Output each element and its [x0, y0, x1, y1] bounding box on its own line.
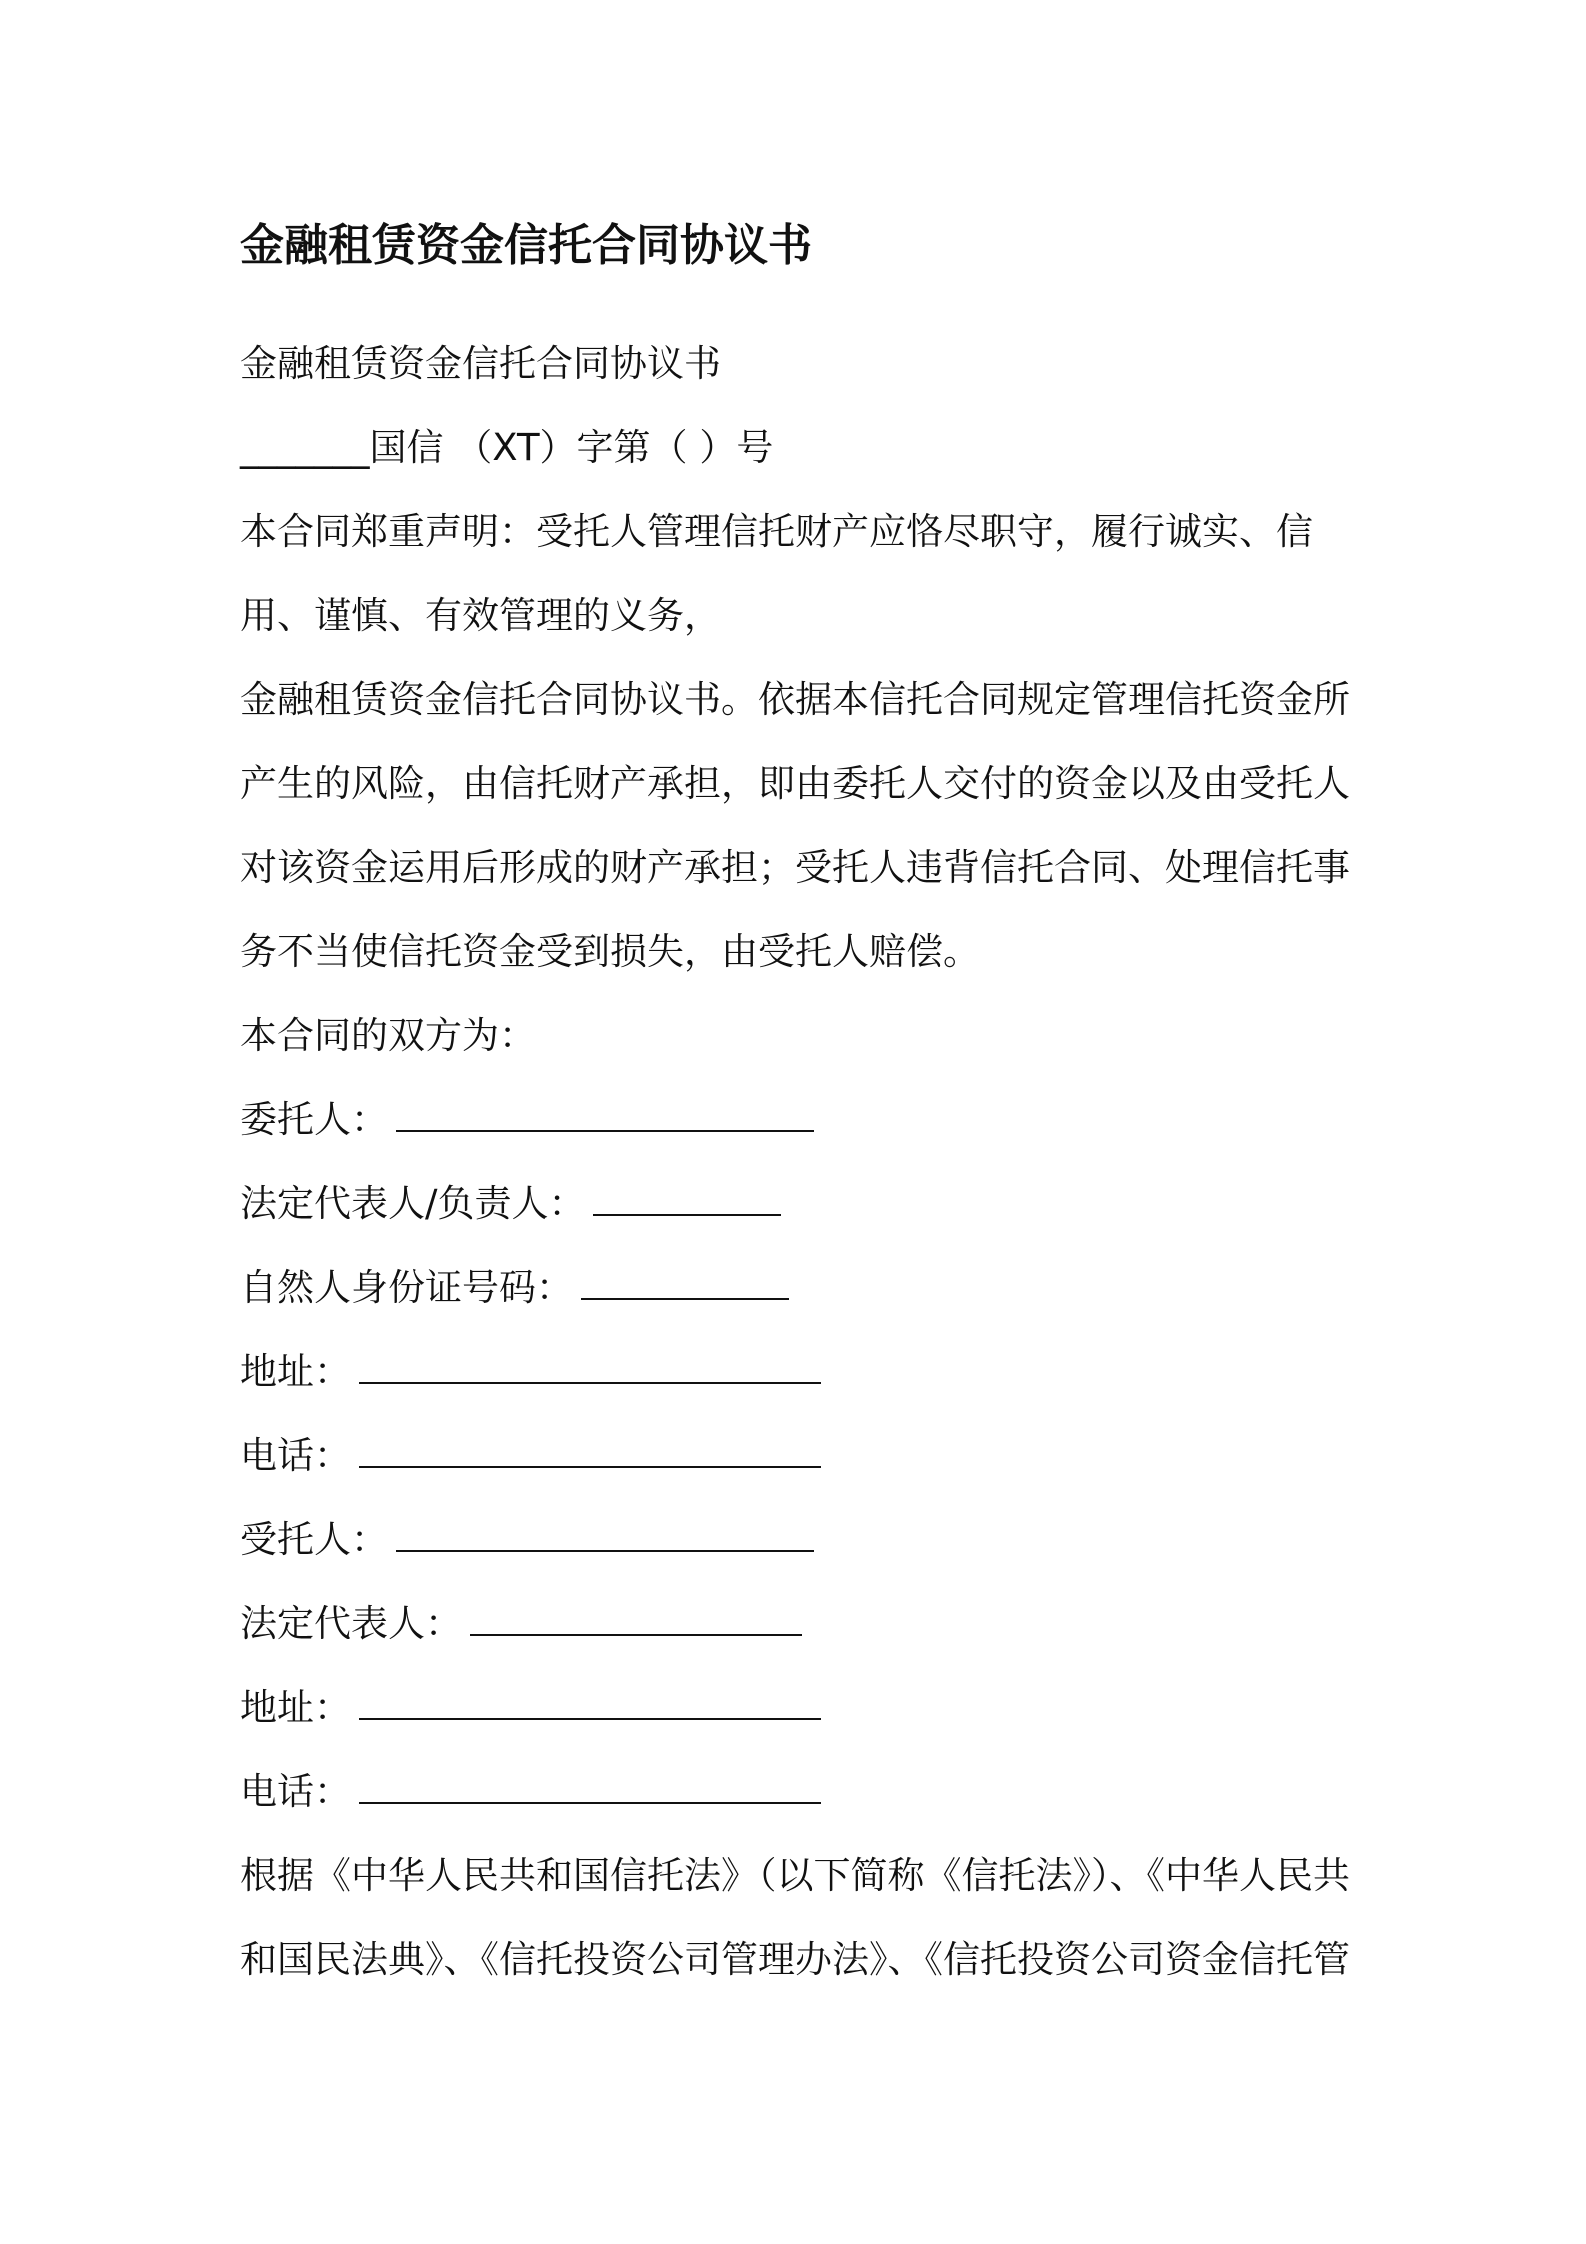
principal-field — [240, 1078, 1358, 1162]
contract-number: _______国信 （XT）字第（ ）号 — [240, 426, 774, 469]
principal-address-blank — [359, 1352, 821, 1384]
declaration-paragraph: 本合同郑重声明：受托人管理信托财产应恪尽职守，履行诚实、信用、谨慎、有效管理的义务， — [240, 510, 1313, 637]
id-number-blank — [581, 1268, 789, 1300]
legal-rep-or-head-field — [240, 1162, 1358, 1246]
id-number-field — [240, 1246, 1358, 1330]
legal-basis-paragraph: 根据《中华人民共和国信托法》（以下简称《信托法》）、《中华人民共和国民法典》、《信托投资公司管理办法》、《信托投资公司资金信托管 — [240, 1854, 1350, 1981]
trustee-label: 受托人： — [240, 1518, 388, 1561]
trustee-phone-field — [240, 1750, 1358, 1834]
trustee-legal-rep-label: 法定代表人： — [240, 1602, 462, 1645]
risk-paragraph: 金融租赁资金信托合同协议书。依据本信托合同规定管理信托资金所产生的风险，由信托财产承担，即由委托人交付的资金以及由受托人对该资金运用后形成的财产承担；受托人违背信托合同、处理信托事务不当使信托资金受到损失，由受托人赔偿。 — [240, 678, 1350, 973]
parties-intro: 本合同的双方为： — [240, 1014, 536, 1057]
principal-phone-label: 电话： — [240, 1434, 351, 1477]
legal-rep-or-head-blank — [593, 1184, 781, 1216]
principal-address-label: 地址： — [240, 1350, 351, 1393]
document-body — [240, 322, 1358, 2002]
principal-blank — [396, 1100, 814, 1132]
principal-address-field — [240, 1330, 1358, 1414]
document-subtitle: 金融租赁资金信托合同协议书 — [240, 342, 721, 385]
trustee-phone-label: 电话： — [240, 1770, 351, 1813]
trustee-phone-blank — [359, 1772, 821, 1804]
id-number-label: 自然人身份证号码： — [240, 1266, 573, 1309]
trustee-field — [240, 1498, 1358, 1582]
trustee-legal-rep-blank — [470, 1604, 802, 1636]
document-title: 金融租赁资金信托合同协议书 — [240, 220, 812, 271]
trustee-address-label: 地址： — [240, 1686, 351, 1729]
trustee-address-field — [240, 1666, 1358, 1750]
principal-label: 委托人： — [240, 1098, 388, 1141]
trustee-address-blank — [359, 1688, 821, 1720]
trustee-blank — [396, 1520, 814, 1552]
legal-rep-or-head-label: 法定代表人/负责人： — [240, 1182, 586, 1225]
trustee-legal-rep-field — [240, 1582, 1358, 1666]
principal-phone-blank — [359, 1436, 821, 1468]
principal-phone-field — [240, 1414, 1358, 1498]
